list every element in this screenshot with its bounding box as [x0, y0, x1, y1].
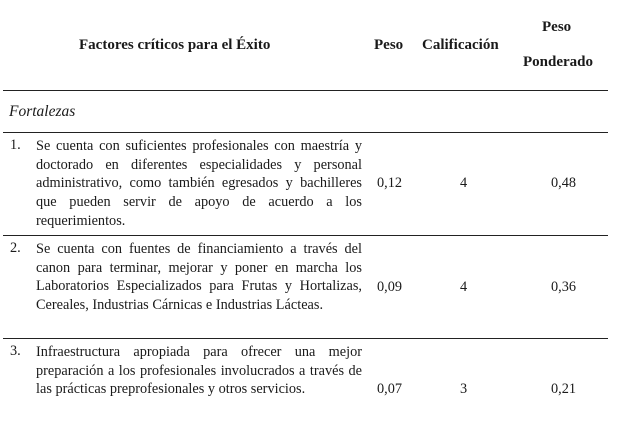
section-divider	[3, 132, 608, 133]
row-1-text: Se cuenta con suficientes profesionales con maestría y doctorado en diferentes especialidades y personal administrativo, como también egresados y bachilleres que pueden servir de apoyo de acuerdo a los requerimientos.	[36, 138, 362, 229]
row-2-number: 2.	[10, 240, 21, 256]
header-calificacion: Calificación	[422, 37, 499, 53]
header-divider	[3, 90, 608, 91]
row-3-number: 3.	[10, 343, 21, 359]
row-1-divider	[3, 235, 608, 236]
row-3-calificacion: 3	[460, 381, 468, 397]
row-3-text: Infraestructura apropiada para ofrecer una mejor preparación a los profesionales involucrados a través de las prácticas preprofesionales y otros servicios.	[36, 344, 362, 398]
row-3-ponderado: 0,21	[551, 381, 577, 397]
section-title: Fortalezas	[9, 103, 76, 120]
row-1-calificacion: 4	[460, 175, 468, 191]
header-factores: Factores críticos para el Éxito	[79, 37, 271, 53]
row-1-number: 1.	[10, 137, 21, 153]
row-3-peso: 0,07	[377, 381, 403, 397]
row-1-ponderado: 0,48	[551, 175, 577, 191]
row-2-calificacion: 4	[460, 279, 468, 295]
row-2-ponderado: 0,36	[551, 279, 577, 295]
row-2-divider	[3, 338, 608, 339]
header-peso: Peso	[374, 37, 404, 53]
row-2-peso: 0,09	[377, 279, 403, 295]
header-peso-ponderado-line1: Peso	[542, 19, 572, 35]
row-1-peso: 0,12	[377, 175, 403, 191]
row-2-text: Se cuenta con fuentes de financiamiento a través del canon para terminar, mejorar y poner en marcha los Laboratorios Especializados para Frutas y Hortalizas, Cereales, Industrias Cárnicas e Industrias Lácteas.	[36, 241, 362, 314]
header-peso-ponderado-line2: Ponderado	[523, 54, 594, 70]
